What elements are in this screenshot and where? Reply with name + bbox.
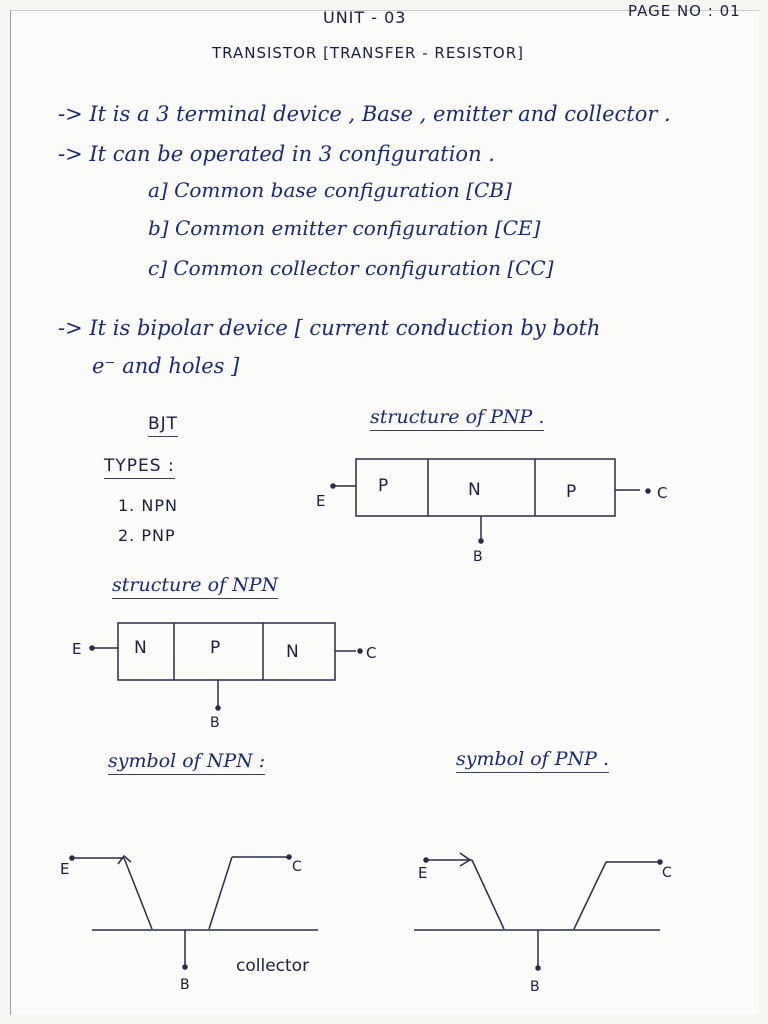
config-common-base: a] Common base configuration [CB]: [148, 178, 512, 202]
npn-symbol-emitter-slant: [124, 858, 152, 929]
pnp-symbol-base-label: B: [530, 979, 541, 995]
npn-base-terminal: [216, 706, 220, 710]
npn-symbol-note: collector: [236, 956, 310, 976]
pnp-collector-terminal: [646, 489, 650, 493]
npn-structure-diagram: [90, 623, 362, 710]
pnp-symbol-collector-slant: [574, 862, 606, 929]
npn-symbol-collector-label: C: [292, 859, 303, 875]
pnp-structure-heading: structure of PNP .: [370, 408, 544, 431]
type-npn: 1. NPN: [118, 496, 178, 515]
pnp-region-n: N: [468, 480, 482, 500]
config-common-emitter: b] Common emitter configuration [CE]: [148, 216, 541, 240]
pnp-base-terminal: [479, 539, 483, 543]
pnp-symbol-emitter-slant: [472, 860, 504, 929]
npn-region-n1: N: [134, 638, 148, 658]
npn-symbol-heading: symbol of NPN :: [108, 752, 265, 775]
pnp-symbol-collector-terminal: [658, 860, 662, 864]
point-configurations: -> It can be operated in 3 configuration .: [58, 142, 495, 166]
npn-collector-terminal: [358, 649, 362, 653]
pnp-symbol-heading: symbol of PNP .: [456, 750, 609, 773]
point-bipolar-line1: -> It is bipolar device [ current conduction by both: [58, 316, 601, 340]
npn-symbol-base-label: B: [180, 977, 191, 993]
type-pnp: 2. PNP: [118, 526, 176, 545]
pnp-symbol-collector-label: C: [662, 865, 673, 881]
pnp-emitter-terminal: [331, 484, 335, 488]
pnp-symbol-emitter-label: E: [418, 864, 429, 882]
npn-symbol-emitter-label: E: [60, 860, 71, 878]
npn-emitter-terminal: [90, 646, 94, 650]
pnp-collector-label: C: [657, 484, 669, 502]
pnp-symbol-diagram: [414, 853, 662, 970]
pnp-structure-diagram: [331, 459, 650, 543]
unit-label: UNIT - 03: [323, 8, 407, 27]
npn-region-n2: N: [286, 642, 300, 662]
point-terminals: -> It is a 3 terminal device , Base , emitter and collector .: [58, 102, 671, 126]
npn-collector-label: C: [366, 644, 378, 662]
pnp-region-p1: P: [378, 476, 390, 496]
pnp-emitter-label: E: [316, 492, 327, 510]
page-number: PAGE NO : 01: [628, 2, 741, 20]
pnp-structure-box: [356, 459, 615, 516]
bjt-heading: BJT: [148, 416, 178, 437]
npn-region-p: P: [210, 638, 222, 658]
point-bipolar-line2: e⁻ and holes ]: [92, 354, 240, 378]
npn-symbol-diagram: [70, 855, 318, 969]
page-title: TRANSISTOR [TRANSFER - RESISTOR]: [212, 44, 525, 62]
types-label: TYPES :: [104, 458, 175, 479]
pnp-symbol-base-terminal: [536, 966, 540, 970]
npn-structure-heading: structure of NPN: [112, 576, 278, 599]
pnp-base-label: B: [473, 549, 484, 565]
npn-base-label: B: [210, 715, 221, 731]
npn-symbol-collector-terminal: [287, 855, 291, 859]
pnp-region-p2: P: [566, 482, 578, 502]
npn-symbol-base-terminal: [183, 965, 187, 969]
npn-structure-box: [118, 623, 335, 680]
config-common-collector: c] Common collector configuration [CC]: [148, 256, 554, 280]
npn-symbol-collector-slant: [209, 857, 232, 929]
npn-emitter-label: E: [72, 640, 83, 658]
